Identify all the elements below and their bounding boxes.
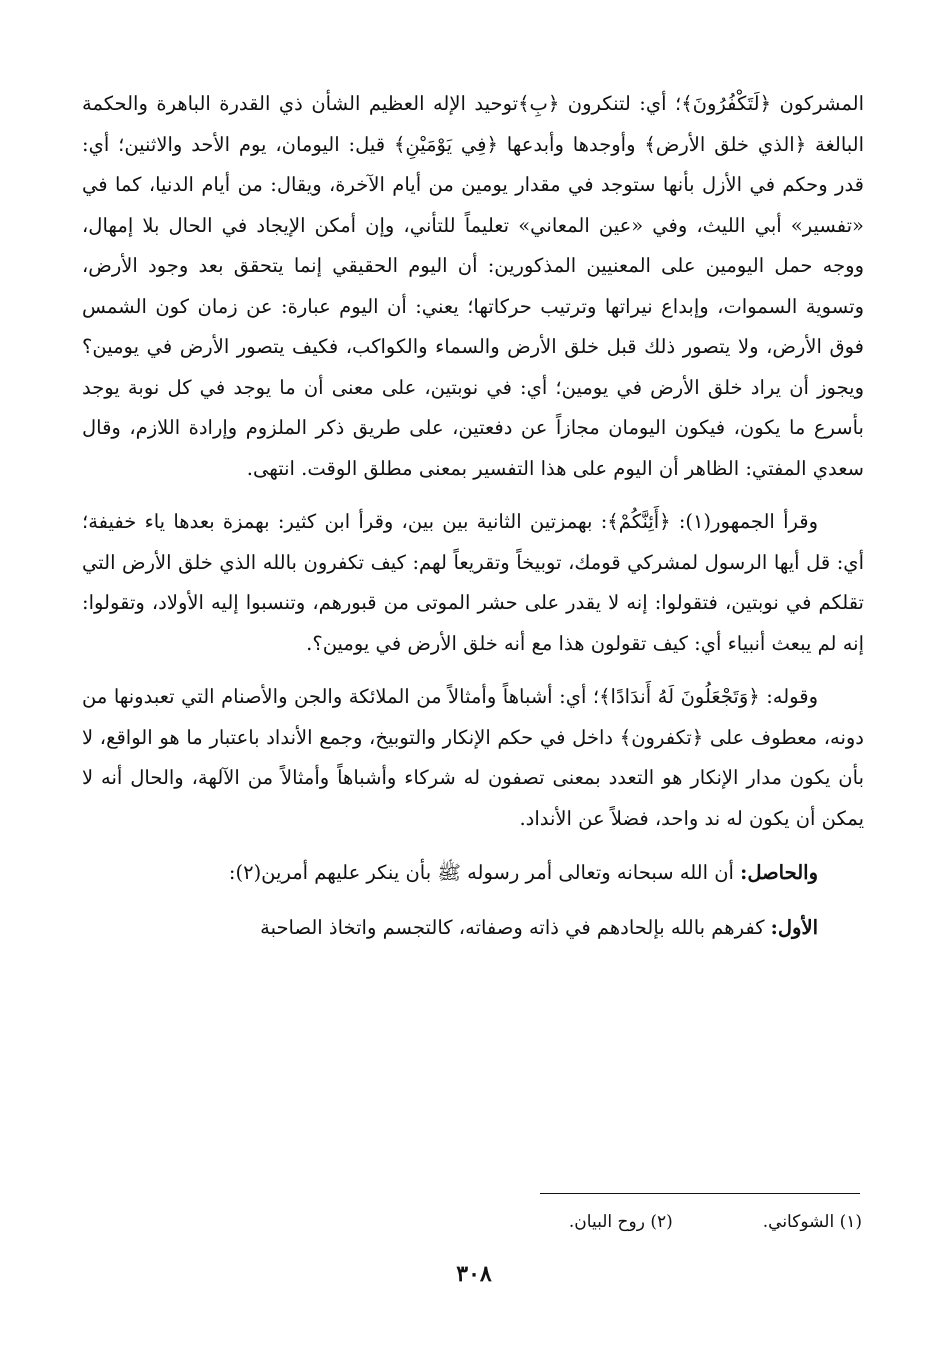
- footnote-divider: [540, 1193, 860, 1194]
- footnotes: [302, 1208, 862, 1236]
- summary-paragraph: [82, 853, 864, 894]
- footnote-1: (١) الشوكاني.: [762, 1212, 862, 1232]
- first-point-lead: الأول:: [770, 915, 818, 939]
- paragraph-1: المشركون ﴿لَتَكْفُرُونَ﴾؛ أي: لتنكرون ﴿بِ﴾توحيد الإله العظيم الشأن ذي القدرة الباهرة والحكمة البالغة ﴿الذي خلق الأرض﴾ وأوجدها وأبدعها ﴿فِي يَوْمَيْنِ﴾ قيل: اليومان، يوم الأحد والاثنين؛ أي: قدر وحكم في الأزل بأنها ستوجد في مقدار يومين من أيام الآخرة، ويقال: من أيام الدنيا، كما في «تفسير» أبي الليث، وفي «عين المعاني» تعليماً للتأني، وإن أمكن الإيجاد في الحال بلا إمهال، ووجه حمل اليومين على المعنيين المذكورين: أن اليوم الحقيقي إنما يتحقق بعد وجود الأرض، وتسوية السموات، وإبداع نيراتها وترتيب حركاتها؛ يعني: أن اليوم عبارة: عن زمان كون الشمس فوق الأرض، ولا يتصور ذلك قبل خلق الأرض والسماء والكواكب، فكيف يتصور الأرض في يومين؟ ويجوز أن يراد خلق الأرض في يومين؛ أي: في نوبتين، على معنى أن ما يوجد في كل نوبة يوجد بأسرع ما يكون، فيكون اليومان مجازاً عن دفعتين، على طريق ذكر الملزوم وإرادة اللازم، وقال سعدي المفتي: الظاهر أن اليوم على هذا التفسير بمعنى مطلق الوقت. انتهى.: [82, 92, 864, 480]
- paragraph-2: وقرأ الجمهور(١): ﴿أَئِنَّكُمْ﴾: بهمزتين الثانية بين بين، وقرأ ابن كثير: بهمزة بعدها ياء خفيفة؛ أي: قل أيها الرسول لمشركي قومك، توبيخاً وتقريعاً لهم: كيف تكفرون بالله الذي خلق الأرض التي تقلكم في نوبتين، فتقولوا: إنه لا يقدر على حشر الموتى من قبورهم، وتنسبوا إليه الأولاد، وتقولوا: إنه لم يبعث أنبياء أي: كيف تقولون هذا مع أنه خلق الأرض في يومين؟.: [82, 510, 864, 655]
- first-point-text: كفرهم بالله بإلحادهم في ذاته وصفاته، كالتجسم واتخاذ الصاحبة: [260, 915, 771, 939]
- first-point-paragraph: [82, 908, 864, 949]
- summary-lead: والحاصل:: [740, 861, 818, 884]
- main-text: [82, 84, 864, 948]
- paragraph-3: وقوله: ﴿وَتَجْعَلُونَ لَهُ أَندَادًا﴾؛ أي: أشباهاً وأمثالاً من الملائكة والجن والأصنام التي تعبدونها من دونه، معطوف على ﴿تكفرون﴾ داخل في حكم الإنكار والتوبيخ، وجمع الأنداد باعتبار ما هو الواقع، لا بأن يكون مدار الإنكار هو التعدد بمعنى تصفون له شركاء وأشباهاً وأمثالاً من الآلهة، والحال أنه لا يمكن أن يكون له ند واحد، فضلاً عن الأنداد.: [82, 685, 864, 830]
- summary-text: أن الله سبحانه وتعالى أمر رسوله ﷺ بأن ينكر عليهم أمرين(٢):: [228, 861, 741, 884]
- footnote-2: (٢) روح البيان.: [568, 1212, 673, 1232]
- page-number: ٣٠٨: [456, 1261, 492, 1287]
